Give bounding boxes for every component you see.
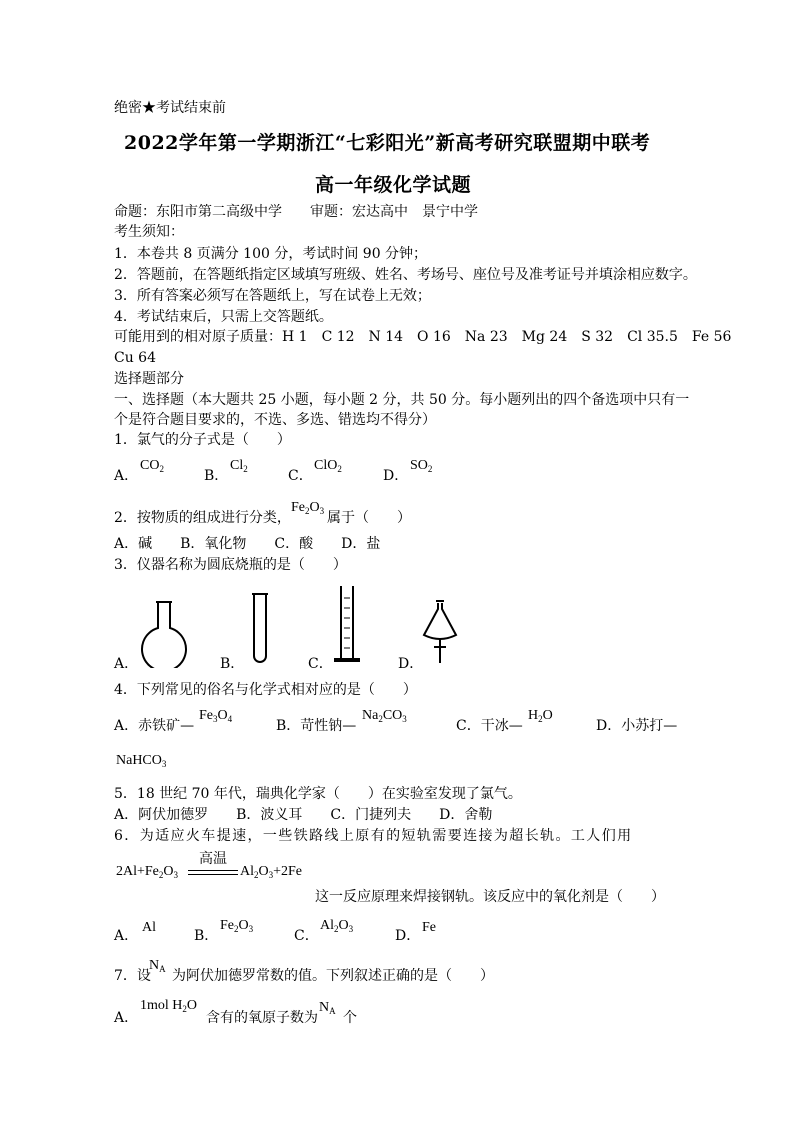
q4-option-c-formula: $H_2O$ bbox=[528, 708, 553, 724]
q1-option-b-formula: $Cl_2$ bbox=[230, 458, 248, 474]
q1-option-a-formula: $CO_2$ bbox=[140, 458, 164, 474]
confidential-mark: 绝密★考试结束前 bbox=[114, 100, 226, 116]
q2-options: A．碱 B．氧化物 C．酸 D．盐 bbox=[114, 536, 381, 552]
q3-option-b-label: B． bbox=[220, 656, 245, 672]
authors-line: 命题：东阳市第二高级中学 审题：宏达高中 景宁中学 bbox=[114, 204, 478, 220]
q6-option-b-formula: $Fe_2O_3$ bbox=[220, 918, 254, 934]
test-tube-icon bbox=[250, 592, 270, 668]
q4-option-b-label: B．苛性钠— bbox=[276, 718, 357, 734]
question-6-stem-cont: 这一反应原理来焊接钢轨。该反应中的氧化剂是（ ） bbox=[315, 889, 665, 905]
question-2-stem-post: 属于（ ） bbox=[327, 510, 411, 526]
question-6-stem: 6．为适应火车提速，一些铁路线上原有的短轨需要连接为超长轨。工人们用 bbox=[114, 828, 633, 844]
question-7-stem-pre: 7．设 bbox=[114, 968, 151, 984]
avogadro-symbol: $N_A$ bbox=[149, 958, 166, 974]
q3-option-a-label: A． bbox=[114, 656, 139, 672]
q4-option-a-label: A．赤铁矿— bbox=[114, 718, 195, 734]
q1-option-c-label: C． bbox=[288, 468, 313, 484]
notice-item: 3．所有答案必须写在答题纸上，写在试卷上无效； bbox=[114, 288, 431, 304]
section-instructions-cont: 个是符合题目要求的，不选、多选、错选均不得分） bbox=[114, 412, 436, 428]
q2-formula: $Fe_2O_3$ bbox=[291, 500, 325, 516]
graduated-cylinder-icon bbox=[332, 584, 362, 666]
q5-options: A．阿伏加德罗 B．波义耳 C．门捷列夫 D．舍勒 bbox=[114, 807, 493, 823]
separatory-funnel-icon bbox=[420, 597, 460, 667]
q4-option-d-formula: NaHCO$_3$ bbox=[116, 753, 167, 769]
equals-sign bbox=[188, 870, 238, 875]
q1-option-d-label: D． bbox=[383, 468, 409, 484]
q6-option-d-label: D． bbox=[395, 928, 421, 944]
q3-option-d-label: D． bbox=[398, 656, 424, 672]
notice-item: 4．考试结束后，只需上交答题纸。 bbox=[114, 309, 333, 325]
q6-option-c-formula: $Al_2O_3$ bbox=[320, 918, 354, 934]
q1-option-d-formula: $SO_2$ bbox=[410, 458, 433, 474]
q1-option-a-label: A． bbox=[114, 468, 139, 484]
q6-option-d-formula: Fe bbox=[422, 920, 436, 935]
atomic-masses: 可能用到的相对原子质量：H 1 C 12 N 14 O 16 Na 23 Mg 24 S 32 Cl 35.5 Fe 56 bbox=[114, 329, 732, 345]
notice-heading: 考生须知： bbox=[114, 224, 184, 240]
notice-item: 1．本卷共 8 页满分 100 分，考试时间 90 分钟； bbox=[114, 246, 428, 262]
exam-subtitle: 高一年级化学试题 bbox=[315, 174, 472, 196]
q1-option-b-label: B． bbox=[204, 468, 229, 484]
q6-option-b-label: B． bbox=[194, 928, 219, 944]
section-instructions: 一、选择题（本大题共 25 小题，每小题 2 分，共 50 分。每小题列出的四个备选项中只有一 bbox=[114, 392, 690, 408]
question-7-stem-post: 为阿伏加德罗常数的值。下列叙述正确的是（ ） bbox=[172, 968, 494, 984]
q4-option-c-label: C．干冰— bbox=[456, 718, 523, 734]
question-5-stem: 5．18 世纪 70 年代，瑞典化学家（ ）在实验室发现了氯气。 bbox=[114, 786, 522, 802]
q4-option-a-formula: $Fe_3O_4$ bbox=[199, 708, 233, 724]
reaction-products: $Al_2O_3+2Fe$ bbox=[240, 864, 303, 880]
q4-option-b-formula: $Na_2CO_3$ bbox=[362, 708, 407, 724]
question-2-stem-pre: 2．按物质的组成进行分类， bbox=[114, 510, 291, 526]
reaction-reactants: $2Al+Fe_2O_3$ bbox=[116, 864, 179, 880]
question-4-stem: 4．下列常见的俗名与化学式相对应的是（ ） bbox=[114, 682, 417, 698]
exam-title: 2022学年第一学期浙江“七彩阳光”新高考研究联盟期中联考 bbox=[124, 132, 651, 154]
q1-option-c-formula: ClO$_2$ bbox=[314, 458, 342, 474]
notice-item: 2．答题前，在答题纸指定区域填写班级、姓名、考场号、座位号及准考证号并填涂相应数字。 bbox=[114, 267, 697, 283]
q3-option-c-label: C． bbox=[308, 656, 333, 672]
question-1-stem: 1．氯气的分子式是（ ） bbox=[114, 432, 291, 448]
question-3-stem: 3．仪器名称为圆底烧瓶的是（ ） bbox=[114, 557, 347, 573]
q6-option-c-label: C． bbox=[294, 928, 319, 944]
q7-option-a-text: 含有的氧原子数为 bbox=[206, 1010, 318, 1026]
section-part: 选择题部分 bbox=[114, 371, 184, 387]
q7-option-a-unit: 个 bbox=[343, 1010, 357, 1026]
q4-option-d-label: D．小苏打— bbox=[596, 718, 678, 734]
q6-option-a-label: A． bbox=[114, 928, 139, 944]
q7-option-a-formula: 1mol $H_2O$ bbox=[140, 998, 198, 1014]
round-bottom-flask-icon bbox=[136, 598, 192, 668]
q6-option-a-formula: Al bbox=[142, 920, 156, 935]
reaction-condition: 高温 bbox=[199, 851, 227, 867]
q7-option-a-label: A． bbox=[114, 1010, 139, 1026]
atomic-masses-cont: Cu 64 bbox=[114, 350, 156, 366]
avogadro-symbol: $N_A$ bbox=[319, 1000, 336, 1016]
